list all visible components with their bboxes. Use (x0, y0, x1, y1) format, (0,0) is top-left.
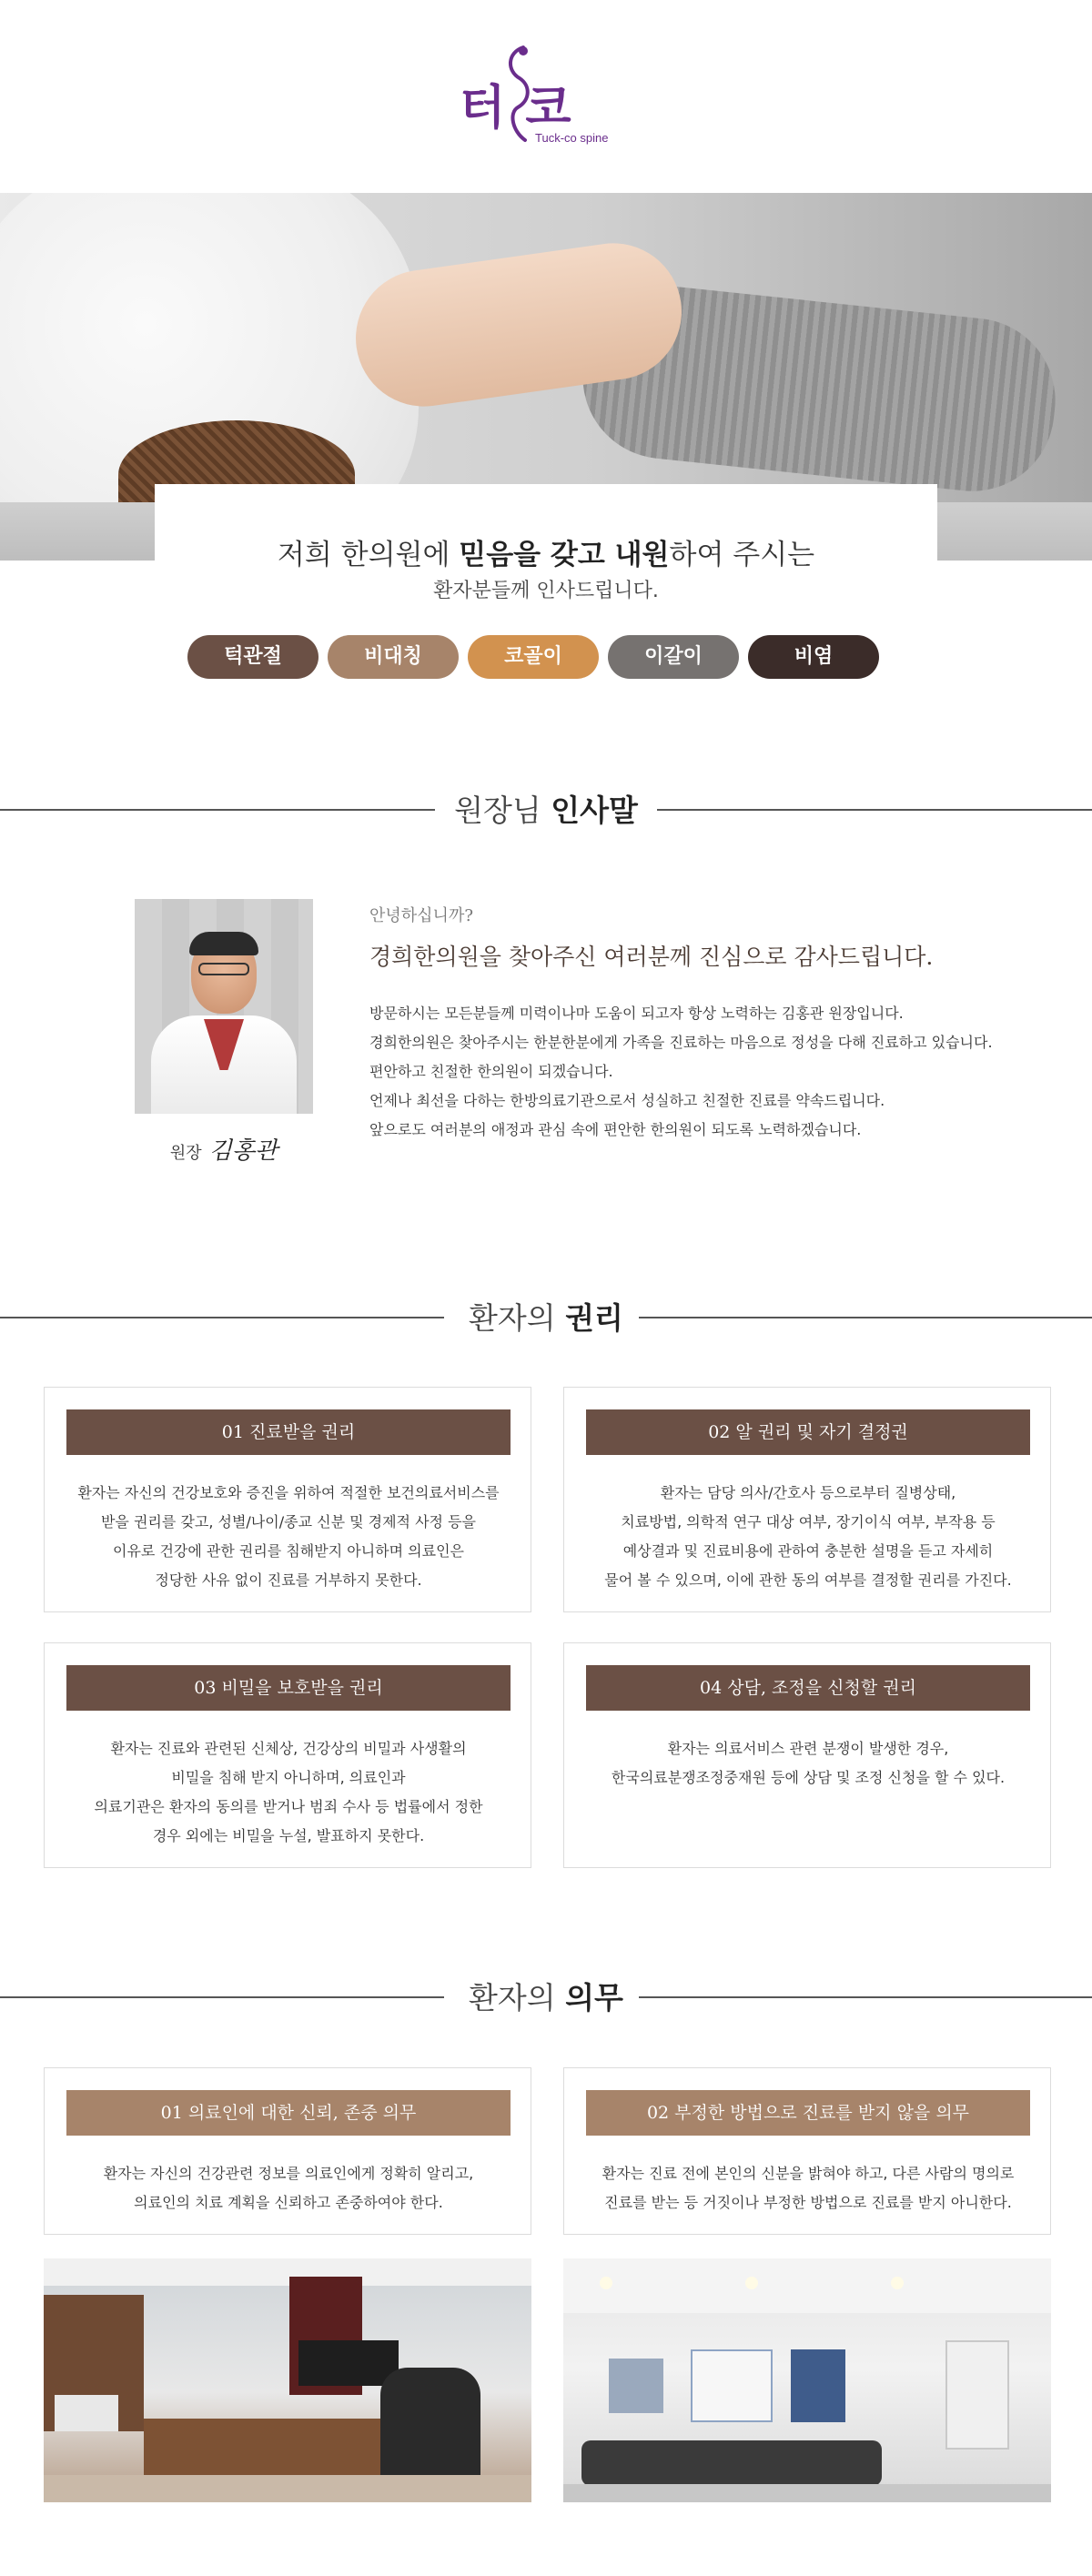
card-line: 환자는 자신의 건강보호와 증진을 위하여 적절한 보건의료서비스를 (77, 1484, 500, 1501)
duties-card (44, 2067, 531, 2235)
rights-card (44, 1642, 531, 1868)
card-line: 진료를 받는 등 거짓이나 부정한 방법으로 진료를 받지 아니한다. (604, 2194, 1012, 2211)
photo-poster (691, 2349, 773, 2422)
tag-asymmetry[interactable]: 비대칭 (328, 635, 459, 679)
card-line: 환자는 의료서비스 관련 분쟁이 발생한 경우, (667, 1740, 949, 1757)
photo-hair (189, 932, 258, 955)
title-pre: 원장님 (454, 793, 551, 828)
photo-floor (563, 2484, 1051, 2502)
ceiling-light-icon (891, 2277, 904, 2289)
hero-line1-post: 하여 주시는 (669, 539, 815, 571)
tag-snoring[interactable]: 코골이 (468, 635, 599, 679)
card-line: 환자는 담당 의사/간호사 등으로부터 질병상태, (660, 1484, 956, 1501)
logo-subtitle: Tuck-co spine (535, 131, 609, 145)
section-title-text (0, 1295, 1092, 1338)
photo-panel (55, 2395, 118, 2431)
card-line: 환자는 자신의 건강관련 정보를 의료인에게 정확히 알리고, (103, 2165, 474, 2182)
section-title-duties (0, 1975, 1092, 2020)
card-line: 경우 외에는 비밀을 누설, 발표하지 못한다. (152, 1827, 425, 1844)
card-line: 정당한 사유 없이 진료를 거부하지 못한다. (155, 1571, 422, 1589)
card-line: 이유로 건강에 관한 권리를 침해받지 아니하며 의료인은 (112, 1542, 464, 1560)
tag-bruxism[interactable]: 이갈이 (608, 635, 739, 679)
section-title-text (0, 787, 1092, 830)
photo-poster (945, 2340, 1009, 2450)
photo-monitor (298, 2340, 399, 2386)
photo-desk (144, 2419, 417, 2475)
card-line: 환자는 진료 전에 본인의 신분을 밝혀야 하고, 다른 사람의 명의로 (602, 2165, 1015, 2182)
clinic-office-photo (44, 2258, 531, 2502)
rights-card-title: 03 비밀을 보호받을 권리 (66, 1665, 511, 1711)
section-title-greeting (0, 787, 1092, 833)
director-photo (135, 899, 313, 1114)
clinic-waiting-room-photo (563, 2258, 1051, 2502)
photo-ceiling (44, 2258, 531, 2286)
hero-greeting-line1 (155, 531, 937, 572)
photo-sofa (581, 2440, 882, 2486)
logo[interactable] (460, 44, 642, 153)
photo-ceiling (563, 2258, 1051, 2313)
section-title-rights (0, 1295, 1092, 1340)
rights-card-body (582, 1479, 1034, 1595)
director-role: 원장 (169, 1144, 202, 1163)
director-paragraph: 경희한의원은 찾아주시는 한분한분에게 가족을 진료하는 마음으로 정성을 다해 진료하고 있습니다. (369, 1034, 993, 1051)
photo-glasses (198, 963, 249, 975)
rights-card-body (63, 1734, 514, 1851)
hero-greeting-line2: 환자분들께 인사드립니다. (433, 580, 659, 602)
director-signature: 김홍관 (208, 1137, 278, 1165)
card-line: 받을 권리를 갖고, 성별/나이/종교 신분 및 경제적 사정 등을 (100, 1513, 477, 1530)
ceiling-light-icon (745, 2277, 758, 2289)
director-paragraph: 언제나 최선을 다하는 한방의료기관으로서 성실하고 친절한 진료를 약속드립니다. (369, 1092, 885, 1109)
duties-card-body (63, 2159, 514, 2217)
header (0, 0, 1092, 193)
card-line: 비밀을 침해 받지 아니하며, 의료인과 (171, 1769, 406, 1786)
photo-floor (44, 2475, 531, 2502)
card-line: 예상결과 및 진료비용에 관하여 충분한 설명을 듣고 자세히 (622, 1542, 994, 1560)
treatment-tags (187, 635, 915, 679)
card-line: 치료방법, 의학적 연구 대상 여부, 장기이식 여부, 부작용 등 (621, 1513, 996, 1530)
section-title-text (0, 1975, 1092, 2017)
card-line: 한국의료분쟁조정중재원 등에 상담 및 조정 신청을 할 수 있다. (611, 1769, 1006, 1786)
rights-card-body (582, 1734, 1034, 1793)
photo-frame (609, 2359, 663, 2413)
director-hello: 안녕하십니까? (369, 906, 473, 925)
director-paragraph: 앞으로도 여러분의 애정과 관심 속에 편안한 한의원이 되도록 노력하겠습니다. (369, 1121, 862, 1138)
rights-card-title: 04 상담, 조정을 신청할 권리 (586, 1665, 1030, 1711)
rights-card-title: 02 알 권리 및 자기 결정권 (586, 1409, 1030, 1455)
rights-card (563, 1387, 1051, 1612)
hero-line1-strong: 믿음을 갖고 내원 (459, 539, 670, 571)
card-line: 물어 볼 수 있으며, 이에 관한 동의 여부를 결정할 권리를 가진다. (604, 1571, 1012, 1589)
photo-poster (791, 2349, 845, 2422)
rights-card-title: 01 진료받을 권리 (66, 1409, 511, 1455)
tag-rhinitis[interactable]: 비염 (748, 635, 879, 679)
hero-line1-pre: 저희 한의원에 (277, 539, 460, 571)
director-message (369, 903, 1006, 1145)
tag-tmj[interactable]: 턱관절 (187, 635, 318, 679)
card-line: 의료인의 치료 계획을 신뢰하고 존중하여야 한다. (134, 2194, 443, 2211)
director-paragraph: 편안하고 친절한 한의원이 되겠습니다. (369, 1063, 613, 1080)
director-caption (135, 1132, 313, 1166)
title-strong: 인사말 (551, 793, 638, 828)
rights-card (563, 1642, 1051, 1868)
title-strong: 권리 (565, 1300, 623, 1336)
title-pre: 환자의 (469, 1980, 566, 2015)
card-line: 의료기관은 환자의 동의를 받거나 범죄 수사 등 법률에서 정한 (94, 1798, 483, 1815)
director-paragraphs (369, 999, 1006, 1145)
rights-card (44, 1387, 531, 1612)
title-strong: 의무 (565, 1980, 623, 2015)
logo-text: 터 코 (460, 81, 573, 136)
card-line: 환자는 진료와 관련된 신체상, 건강상의 비밀과 사생활의 (110, 1740, 467, 1757)
duties-card-title: 01 의료인에 대한 신뢰, 존중 의무 (66, 2090, 511, 2136)
ceiling-light-icon (600, 2277, 612, 2289)
duties-card-body (582, 2159, 1034, 2217)
director-thanks: 경희한의원을 찾아주신 여러분께 진심으로 감사드립니다. (369, 944, 934, 970)
director-paragraph: 방문하시는 모든분들께 미력이나마 도움이 되고자 항상 노력하는 김홍관 원장입니다. (369, 1005, 904, 1022)
duties-card-title: 02 부정한 방법으로 진료를 받지 않을 의무 (586, 2090, 1030, 2136)
rights-card-body (63, 1479, 514, 1595)
title-pre: 환자의 (469, 1300, 566, 1336)
duties-card (563, 2067, 1051, 2235)
